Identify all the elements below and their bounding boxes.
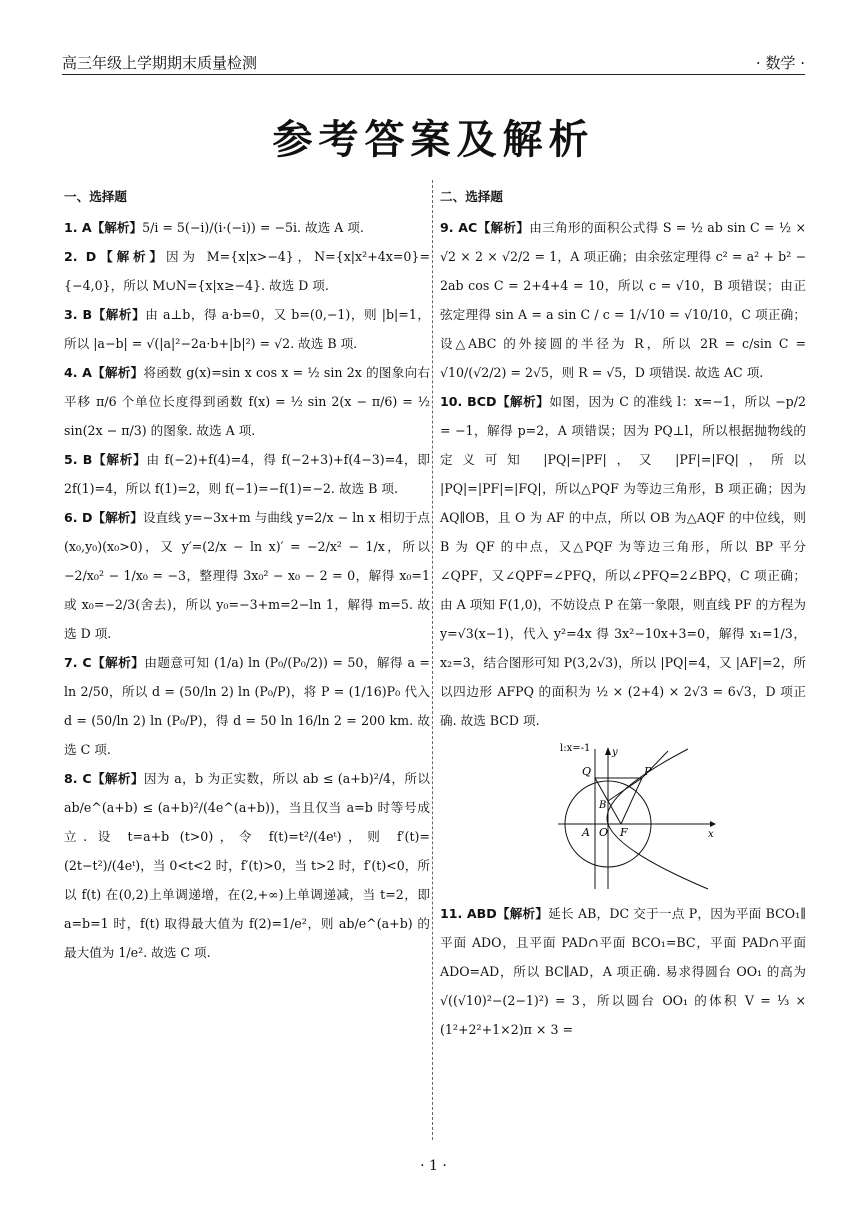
document-title: 参考答案及解析 bbox=[272, 117, 595, 163]
answer-item-3: 3. B【解析】由 a⊥b，得 a·b=0，又 b=(0,−1)，则 |b|=1，所以 |a−b| = √(|a|²−2a·b+|b|²) = √2. 故选 B 项. bbox=[64, 307, 430, 351]
answer-item-6: 6. D【解析】设直线 y=−3x+m 与曲线 y=2/x − ln x 相切于点(x₀,y₀)(x₀>0)，又 y′=(2/x − ln x)′ = −2/x² − 1/x，所以 −2/x₀² − 1/x₀ = −3，整理得 3x₀² − x₀ − 2 = 0，解得 x₀=1 或 x₀=−2/3(舍去)，所以 y₀=−3+m=2−ln 1，解得 m=5. 故选 D 项. bbox=[64, 510, 430, 641]
answer-item-7: 7. C【解析】由题意可知 (1/a) ln (P₀/(P₀/2)) = 50，解得 a = ln 2/50，所以 d = (50/ln 2) ln (P₀/P)，将 P = (1/16)P₀ 代入 d = (50/ln 2) ln (P₀/P)，得 d = 50 ln 16/ln 2 = 200 km. 故选 C 项. bbox=[64, 655, 430, 757]
x-axis-arrow bbox=[710, 821, 716, 827]
label-O: O bbox=[599, 826, 609, 839]
label-directrix: l:x=-1 bbox=[560, 743, 591, 754]
section-heading-single-choice: 一、选择题 bbox=[64, 189, 127, 204]
label-F: F bbox=[620, 826, 628, 839]
column-divider bbox=[432, 180, 433, 1140]
page-number: · 1 · bbox=[420, 1158, 447, 1174]
label-A: A bbox=[582, 826, 590, 839]
exam-title: 高三年级上学期期末质量检测 bbox=[62, 54, 258, 72]
answer-item-9: 9. AC【解析】由三角形的面积公式得 S = ½ ab sin C = ½ × √2 × 2 × √2/2 = 1，A 项正确；由余弦定理得 c² = a² + b² − 2ab cos C = 2+4+4 = 10，所以 c = √10，B 项错误；由正弦定理得 sin A = a sin C / c = 1/√10 = √10/10，C 项正确；设△ABC 的外接圆的半径为 R，所以 2R = c/sin C = √10/(√2/2) = 2√5，则 R = √5，D 项错误. 故选 AC 项. bbox=[440, 220, 806, 380]
label-P: P bbox=[644, 765, 652, 778]
subject-label: · 数学 · bbox=[755, 54, 805, 72]
page-header bbox=[62, 50, 805, 75]
label-Q: Q bbox=[582, 765, 592, 778]
answer-item-1: 1. A【解析】5/i = 5(−i)/(i·(−i)) = −5i. 故选 A 项. bbox=[64, 220, 364, 235]
y-axis-arrow bbox=[605, 747, 611, 755]
answer-item-2: 2. D【解析】因为 M={x|x>−4}，N={x|x²+4x=0}={−4,0}，所以 M∪N={x|x≥−4}. 故选 D 项. bbox=[64, 249, 430, 293]
answer-item-10: 10. BCD【解析】如图，因为 C 的准线 l：x=−1，所以 −p/2 = −1，解得 p=2，A 项错误；因为 PQ⊥l，所以根据抛物线的定义可知 |PQ|=|PF|，又 |PF|=|FQ|，所以 |PQ|=|PF|=|FQ|，所以△PQF 为等边三角形，B 项正确；因为 AQ∥OB，且 O 为 AF 的中点，所以 OB 为△AQF 的中位线，则 B 为 QF 的中点，又△PQF 为等边三角形，所以 BP 平分∠QPF，又∠QPF=∠PFQ，所以∠PFQ=2∠BPQ，C 项正确；由 A 项知 F(1,0)，不妨设点 P 在第一象限，则直线 PF 的方程为 y=√3(x−1)，代入 y²=4x 得 3x²−10x+3=0，解得 x₁=1/3，x₂=3，结合图形可知 P(3,2√3)，所以 |PQ|=4，又 |AF|=2，所以四边形 AFPQ 的面积为 ½ × (2+4) × 2√3 = 6√3，D 项正确. 故选 BCD 项. bbox=[440, 394, 807, 728]
section-heading-multiple-choice: 二、选择题 bbox=[440, 189, 503, 204]
answer-item-8: 8. C【解析】因为 a，b 为正实数，所以 ab ≤ (a+b)²/4，所以 ab/e^(a+b) ≤ (a+b)²/(4e^(a+b))，当且仅当 a=b 时等号成立. 设 t=a+b (t>0)，令 f(t)=t²/(4eᵗ)，则 f′(t)=(2t−t²)/(4eᵗ)，当 0<t<2 时，f′(t)>0，当 t>2 时，f′(t)<0，所以 f(t) 在(0,2)上单调递增，在(2,+∞)上单调递减，当 t=2，即 a=b=1 时，f(t) 取得最大值为 f(2)=1/e²，则 ab/e^(a+b) 的最大值为 1/e². 故选 C 项. bbox=[64, 771, 430, 960]
label-B: B bbox=[599, 800, 607, 811]
right-column bbox=[440, 182, 806, 1044]
left-column bbox=[64, 182, 430, 967]
answer-item-4: 4. A【解析】将函数 g(x)=sin x cos x = ½ sin 2x 的图象向右平移 π/6 个单位长度得到函数 f(x) = ½ sin 2(x − π/6) = ½ sin(2x − π/3) 的图象. 故选 A 项. bbox=[64, 365, 430, 438]
answer-item-11: 11. ABD【解析】延长 AB，DC 交于一点 P，因为平面 BCO₁∥平面 ADO，且平面 PAD∩平面 BCO₁=BC，平面 PAD∩平面 ADO=AD，所以 BC∥AD，A 项正确. 易求得圆台 OO₁ 的高为 √((√10)²−(2−1)²) = 3，所以圆台 OO₁ 的体积 V = ⅓ × (1²+2²+1×2)π × 3 = bbox=[440, 906, 806, 1037]
label-x: x bbox=[708, 829, 714, 840]
answer-item-5: 5. B【解析】由 f(−2)+f(4)=4，得 f(−2+3)+f(4−3)=4，即 2f(1)=4，所以 f(1)=2，则 f(−1)=−f(1)=−2. 故选 B 项. bbox=[64, 452, 430, 496]
parabola-figure bbox=[558, 741, 806, 891]
parabola-curve bbox=[607, 749, 708, 889]
label-y: y bbox=[612, 747, 618, 758]
parabola-diagram bbox=[558, 741, 718, 891]
